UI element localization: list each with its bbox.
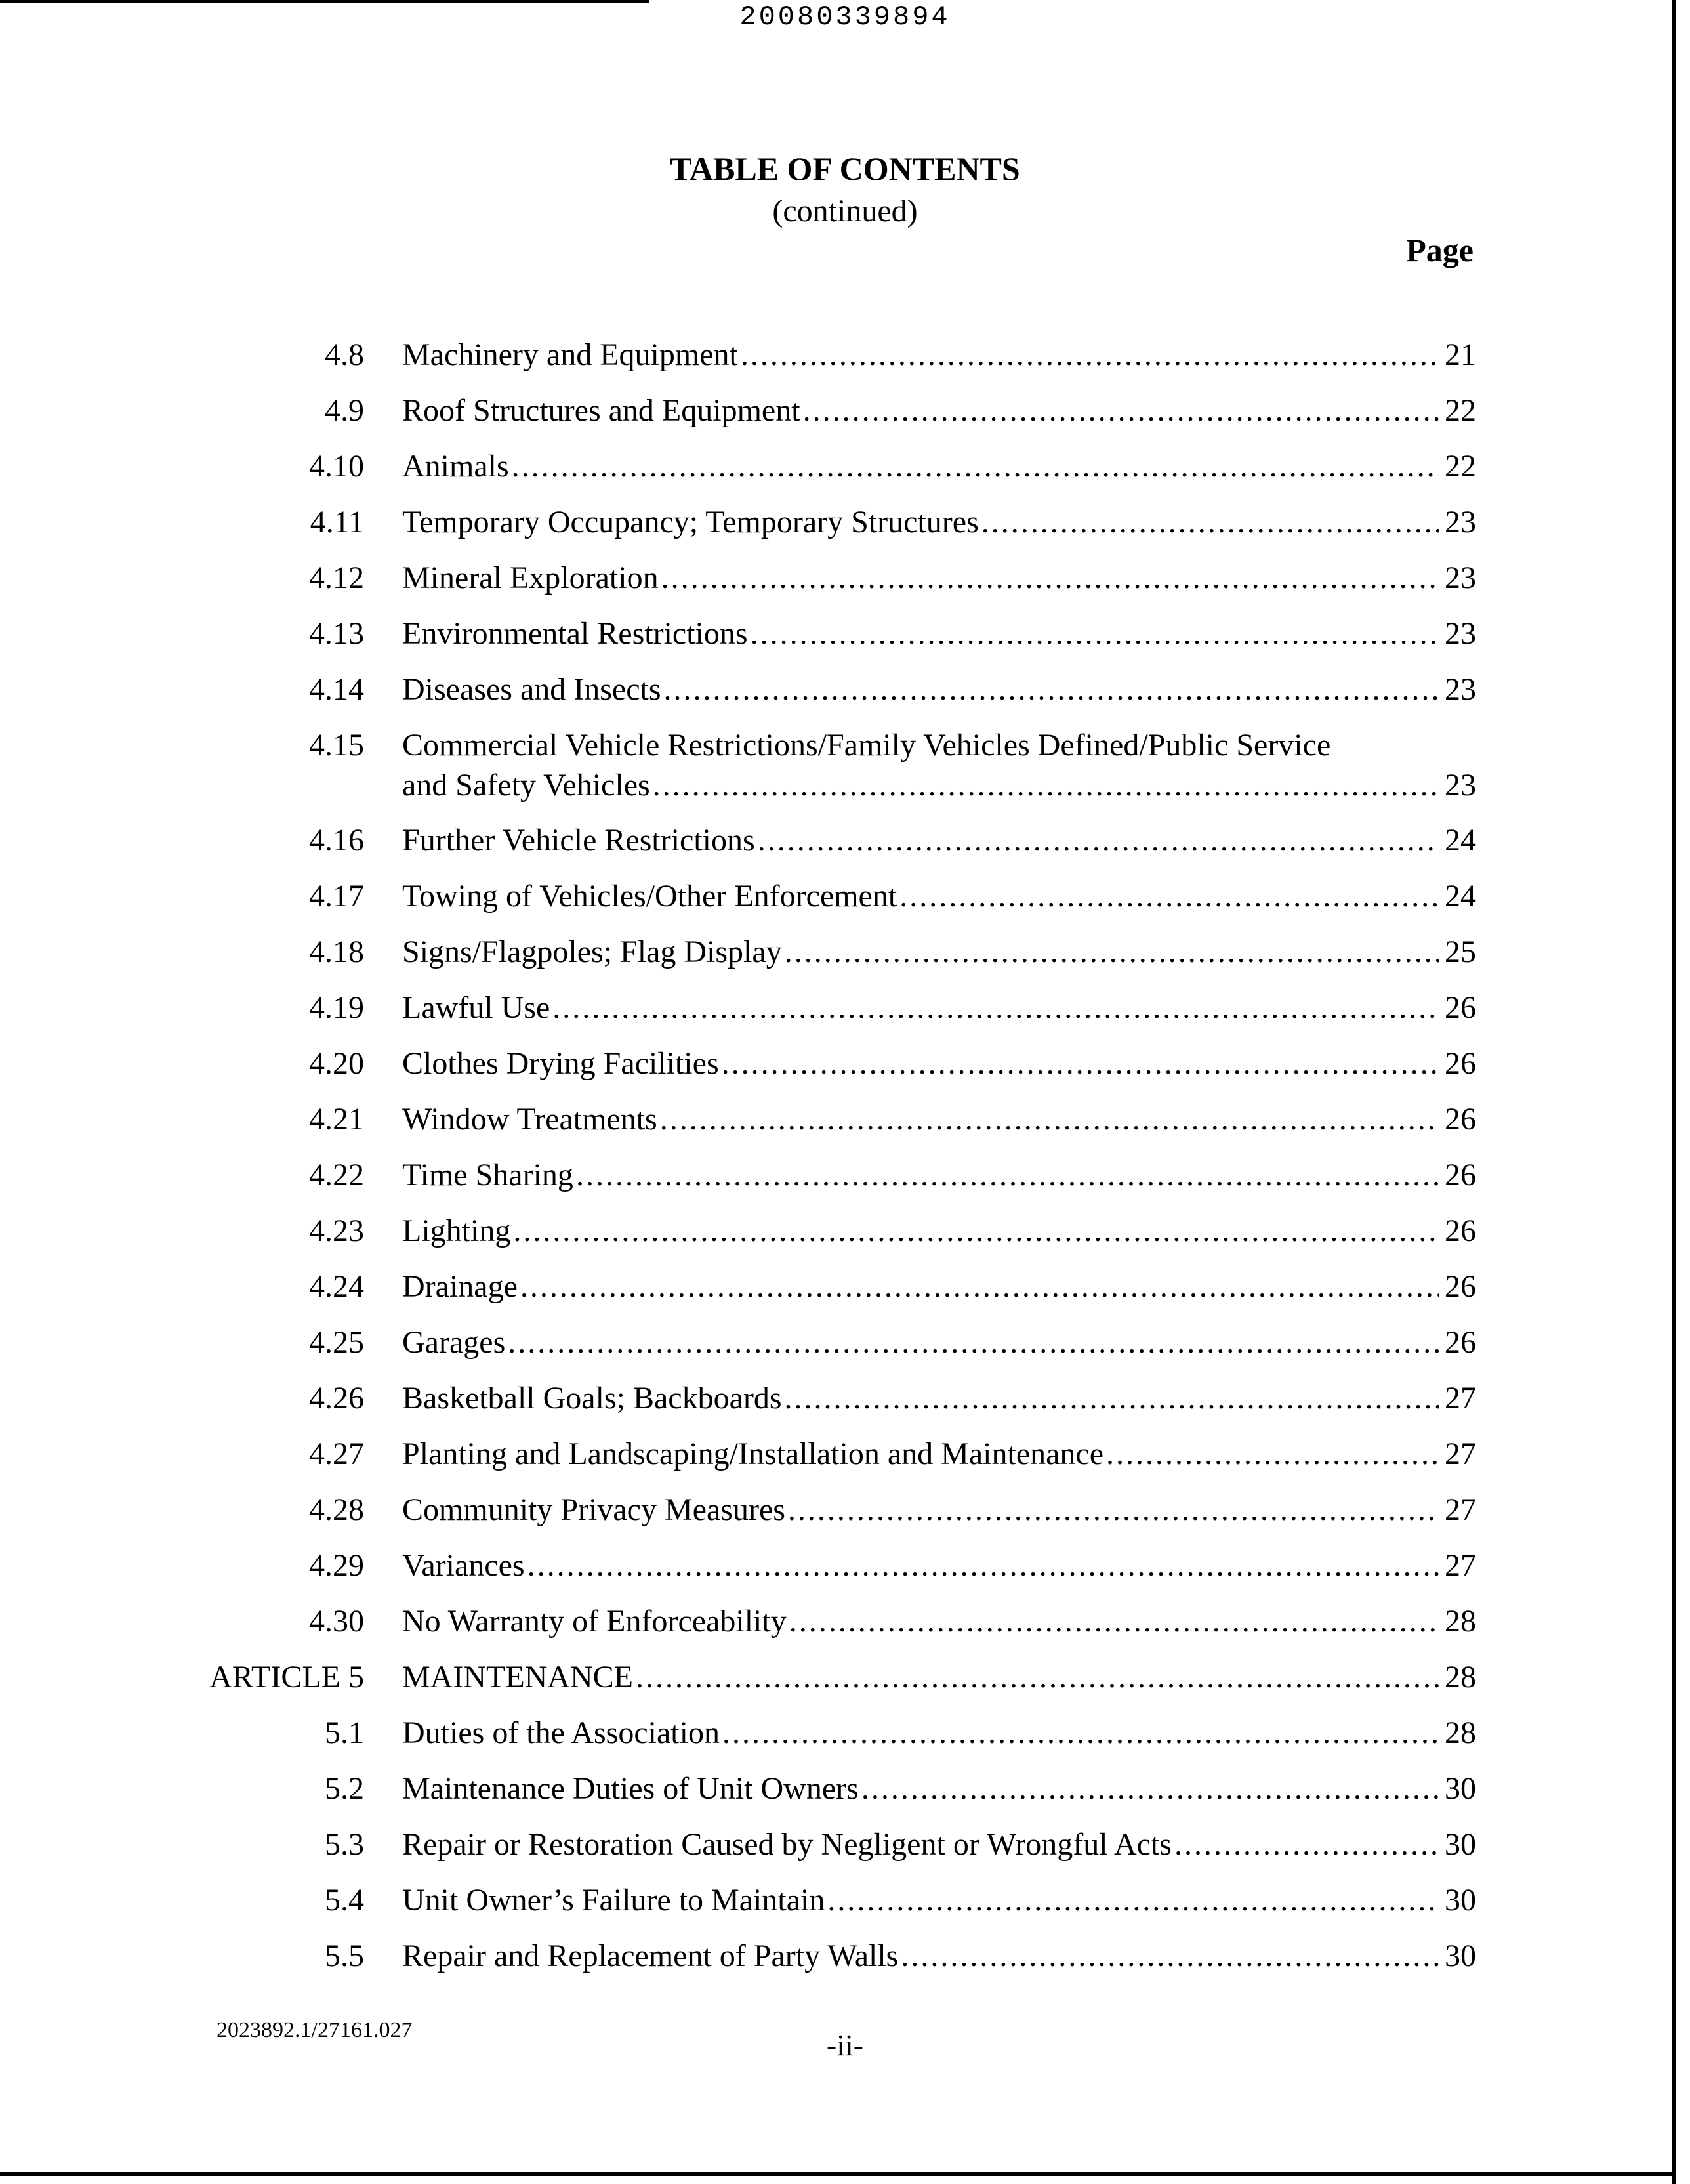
toc-entry-title: Maintenance Duties of Unit Owners: [402, 1771, 859, 1806]
toc-entry-title: Temporary Occupancy; Temporary Structures: [402, 505, 979, 539]
toc-entry-page: 28: [1445, 1660, 1476, 1694]
toc-entry: [197, 988, 1476, 1043]
dot-leader: [512, 446, 1439, 486]
dot-leader: [803, 390, 1439, 430]
toc-entry: [197, 1601, 1476, 1657]
toc-entry-page: 27: [1445, 1548, 1476, 1583]
toc-entry: [197, 725, 1476, 820]
toc-entry-page: 26: [1445, 1158, 1476, 1192]
toc-entry-number: 5.2: [325, 1771, 364, 1806]
toc-entry-page: 30: [1445, 1827, 1476, 1862]
dot-leader: [785, 932, 1439, 972]
toc-entry: [197, 1322, 1476, 1378]
toc-entry-number: 4.8: [325, 337, 364, 372]
toc-entry-title: Clothes Drying Facilities: [402, 1046, 719, 1081]
page-column-header: Page: [1406, 232, 1474, 268]
toc-entry-title: Basketball Goals; Backboards: [402, 1381, 782, 1416]
dot-leader: [508, 1322, 1439, 1362]
toc-entry: [197, 1378, 1476, 1434]
dot-leader: [1106, 1434, 1439, 1474]
toc-entry: [197, 1545, 1476, 1601]
toc-entry-page: 23: [1445, 616, 1476, 651]
toc-entry: [197, 1267, 1476, 1322]
toc-entry-title: Community Privacy Measures: [402, 1492, 785, 1527]
toc-entry-number: 4.22: [309, 1158, 364, 1192]
toc-entry-page: 24: [1445, 823, 1476, 858]
toc-entry-title: Mineral Exploration: [402, 560, 659, 595]
toc-entry-page: 26: [1445, 990, 1476, 1025]
dot-leader: [899, 876, 1439, 916]
toc-entry-page: 25: [1445, 934, 1476, 969]
toc-entry-number: 4.17: [309, 879, 364, 914]
toc-entry-page: 22: [1445, 449, 1476, 484]
toc-entry: [197, 1155, 1476, 1211]
toc-entry-page: 26: [1445, 1213, 1476, 1248]
toc-entry-number: 4.19: [309, 990, 364, 1025]
toc-entry-page: 27: [1445, 1437, 1476, 1471]
toc-entry-page: 22: [1445, 393, 1476, 428]
toc-entry-page: 23: [1445, 560, 1476, 595]
toc-entry: [197, 1824, 1476, 1880]
toc-entry-title: Further Vehicle Restrictions: [402, 823, 755, 858]
toc-entry: [197, 502, 1476, 558]
footer-page-number: -ii-: [826, 2028, 864, 2062]
toc-entry-number: 5.3: [325, 1827, 364, 1862]
toc-entry-page: 27: [1445, 1492, 1476, 1527]
dot-leader: [513, 1211, 1439, 1251]
toc-entry-page: 30: [1445, 1771, 1476, 1806]
dot-leader: [758, 820, 1439, 860]
toc-entry-title: No Warranty of Enforceability: [402, 1604, 787, 1639]
toc-entry-number: 4.28: [309, 1492, 364, 1527]
toc-entry-number: 5.4: [325, 1883, 364, 1918]
dot-leader: [827, 1880, 1439, 1920]
dot-leader: [788, 1490, 1439, 1530]
toc-entry-title: Machinery and Equipment: [402, 337, 738, 372]
toc-entry: [197, 669, 1476, 725]
dot-leader: [661, 558, 1439, 598]
toc-entry-title: Signs/Flagpoles; Flag Display: [402, 934, 782, 969]
document-number: 20080339894: [739, 1, 951, 33]
toc-entry-number: 4.24: [309, 1269, 364, 1304]
toc-entry: [197, 614, 1476, 669]
toc-entry-title: Lawful Use: [402, 990, 550, 1025]
toc-entry-page: 26: [1445, 1102, 1476, 1137]
dot-leader: [660, 1099, 1439, 1139]
toc-entry-title: Drainage: [402, 1269, 518, 1304]
toc-entry-title: Variances: [402, 1548, 525, 1583]
toc-entry-number: ARTICLE 5: [209, 1660, 364, 1694]
toc-entry: [197, 1099, 1476, 1155]
dot-leader: [527, 1545, 1439, 1586]
toc-entry-page: 27: [1445, 1381, 1476, 1416]
dot-leader: [653, 765, 1439, 805]
toc-entry-page: 28: [1445, 1604, 1476, 1639]
toc-entry-title: Duties of the Association: [402, 1715, 720, 1750]
toc-entry-number: 4.12: [309, 560, 364, 595]
dot-leader: [901, 1936, 1439, 1976]
right-edge-rule: [1672, 0, 1676, 2184]
toc-entry-page: 23: [1445, 768, 1476, 803]
dot-leader: [785, 1378, 1439, 1418]
dot-leader: [751, 614, 1439, 654]
toc-entry: [197, 446, 1476, 502]
dot-leader: [664, 669, 1439, 709]
toc-entry-number: 4.23: [309, 1213, 364, 1248]
toc-entry: [197, 1043, 1476, 1099]
toc-entry: [197, 1769, 1476, 1824]
dot-leader: [789, 1601, 1439, 1641]
dot-leader: [722, 1043, 1439, 1083]
bottom-edge-rule: [0, 2172, 1676, 2176]
toc-entry-title: Garages: [402, 1325, 506, 1360]
toc-entry: [197, 335, 1476, 390]
dot-leader: [1174, 1824, 1439, 1864]
toc-entry: [197, 932, 1476, 988]
toc-entry-page: 30: [1445, 1939, 1476, 1973]
toc-entry: [197, 1211, 1476, 1267]
toc-entry-page: 21: [1445, 337, 1476, 372]
toc-entry-number: 4.16: [309, 823, 364, 858]
footer-document-id: 2023892.1/27161.027: [216, 2018, 413, 2042]
toc-entry-title-line: Commercial Vehicle Restrictions/Family Vehicles Defined/Public Service: [402, 728, 1331, 763]
toc-entry: [197, 1936, 1476, 1992]
toc-entry-number: 4.20: [309, 1046, 364, 1081]
toc-entry: [197, 876, 1476, 932]
toc-entry-title: Diseases and Insects: [402, 672, 661, 707]
dot-leader: [636, 1657, 1439, 1697]
dot-leader: [861, 1769, 1439, 1809]
toc-entry: [197, 1657, 1476, 1713]
dot-leader: [552, 988, 1439, 1028]
dot-leader: [576, 1155, 1439, 1195]
toc-entry-number: 4.10: [309, 449, 364, 484]
toc-entry-title: and Safety Vehicles: [402, 768, 650, 803]
toc-entry: [197, 390, 1476, 446]
toc-entry-number: 4.11: [310, 505, 364, 539]
toc-entry-number: 4.29: [309, 1548, 364, 1583]
toc-entry-page: 24: [1445, 879, 1476, 914]
toc-entry-number: 4.14: [309, 672, 364, 707]
dot-leader: [722, 1713, 1439, 1753]
toc-entry-number: 4.15: [309, 728, 364, 763]
toc-entry-title: Roof Structures and Equipment: [402, 393, 800, 428]
toc-entry-page: 23: [1445, 672, 1476, 707]
toc-entry-title: Window Treatments: [402, 1102, 657, 1137]
toc-entry-page: 23: [1445, 505, 1476, 539]
toc-entry-title: Towing of Vehicles/Other Enforcement: [402, 879, 897, 914]
toc-entry-title: Lighting: [402, 1213, 511, 1248]
toc-entry-number: 4.26: [309, 1381, 364, 1416]
page-subtitle: (continued): [772, 194, 918, 228]
table-of-contents: [197, 335, 1476, 1992]
toc-entry-number: 4.21: [309, 1102, 364, 1137]
toc-entry-page: 26: [1445, 1046, 1476, 1081]
toc-entry-number: 4.18: [309, 934, 364, 969]
toc-entry-title: Planting and Landscaping/Installation and Maintenance: [402, 1437, 1104, 1471]
toc-entry-number: 5.1: [325, 1715, 364, 1750]
toc-entry-title: Unit Owner’s Failure to Maintain: [402, 1883, 825, 1918]
toc-entry: [197, 1713, 1476, 1769]
toc-entry-page: 28: [1445, 1715, 1476, 1750]
toc-entry: [197, 1490, 1476, 1545]
toc-entry-number: 4.27: [309, 1437, 364, 1471]
dot-leader: [520, 1267, 1439, 1307]
toc-entry: [197, 1880, 1476, 1936]
toc-entry-page: 26: [1445, 1269, 1476, 1304]
toc-entry-title: MAINTENANCE: [402, 1660, 633, 1694]
toc-entry-title: Repair or Restoration Caused by Negligent or Wrongful Acts: [402, 1827, 1172, 1862]
toc-entry-number: 4.9: [325, 393, 364, 428]
toc-entry: [197, 558, 1476, 614]
page-title: TABLE OF CONTENTS: [670, 150, 1020, 187]
toc-entry-number: 4.25: [309, 1325, 364, 1360]
toc-entry-title: Repair and Replacement of Party Walls: [402, 1939, 899, 1973]
toc-entry-title: Time Sharing: [402, 1158, 573, 1192]
toc-entry-number: 4.13: [309, 616, 364, 651]
toc-entry: [197, 820, 1476, 876]
toc-entry-number: 5.5: [325, 1939, 364, 1973]
dot-leader: [741, 335, 1439, 375]
toc-entry-page: 30: [1445, 1883, 1476, 1918]
toc-entry-title: Environmental Restrictions: [402, 616, 748, 651]
dot-leader: [981, 502, 1439, 542]
toc-entry-page: 26: [1445, 1325, 1476, 1360]
toc-entry-number: 4.30: [309, 1604, 364, 1639]
toc-entry: [197, 1434, 1476, 1490]
toc-entry-title: Animals: [402, 449, 509, 484]
